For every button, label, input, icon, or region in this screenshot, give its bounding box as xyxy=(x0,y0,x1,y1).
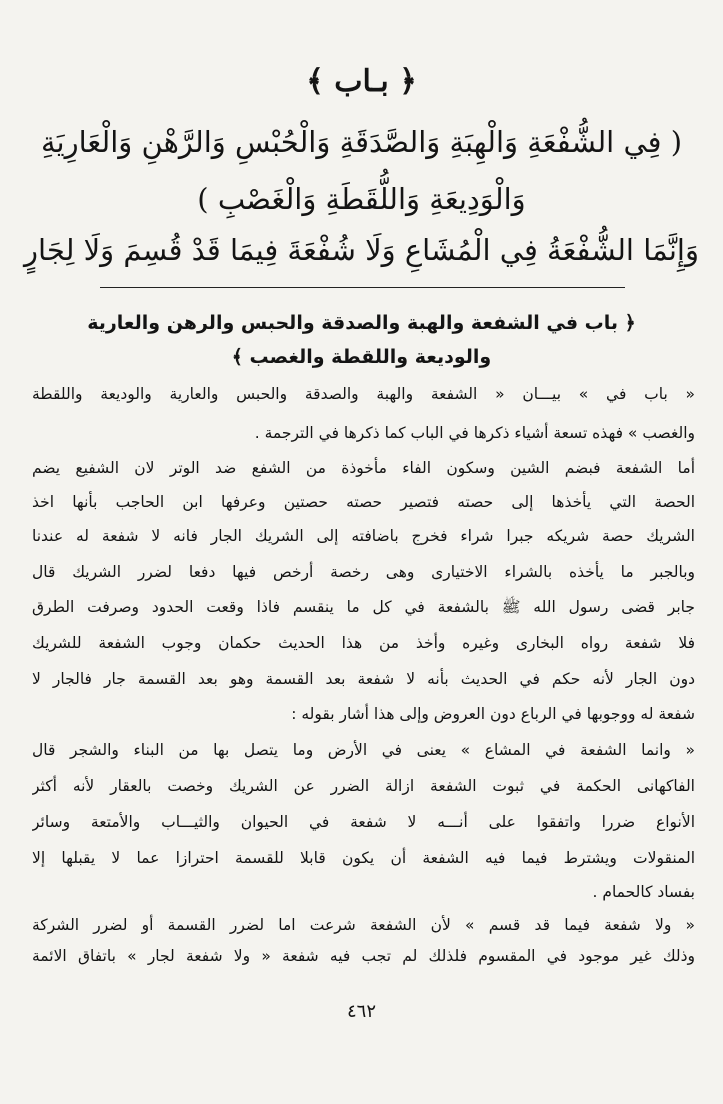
section-divider xyxy=(100,287,625,288)
commentary-line: « ولا شفعة فيما قد قسم » لأن الشفعة شرعت اما لضرر القسمة أو لضرر الشركة xyxy=(32,916,695,934)
commentary-heading-line-2: والوديعة واللقطة والغصب ﴾ xyxy=(231,346,492,368)
commentary-line: دون الجار لأنه حكم في الحديث بأنه لا شفعة بعد القسمة وهو بعد القسمة جار فالجار لا xyxy=(32,670,695,688)
commentary-line: بفساد كالحمام . xyxy=(592,883,695,901)
commentary-line: « باب في » بيـــان « الشفعة والهبة والصدقة والحبس والعارية والوديعة واللقطة xyxy=(32,385,695,403)
matn-line-1: ( فِي الشُّفْعَةِ وَالْهِبَةِ وَالصَّدَقَةِ وَالْحُبْسِ وَالرَّهْنِ وَالْعَارِيَةِ xyxy=(40,125,683,159)
commentary-line: المنقولات ويشترط فيما فيه الشفعة أن يكون قابلا للقسمة احترازا عما لا يقبلها إلا xyxy=(32,849,695,867)
commentary-heading-line-1: ﴿ باب في الشفعة والهبة والصدقة والحبس والرهن والعارية xyxy=(87,312,636,334)
page-number: ٤٦٢ xyxy=(346,1001,376,1022)
commentary-line: شفعة له ووجوبها في الرباع دون العروض وإلى هذا أشار بقوله : xyxy=(291,705,695,723)
chapter-heading: ﴿ بـاب ﴾ xyxy=(306,64,417,99)
commentary-line: جابر قضى رسول الله ﷺ بالشفعة في كل ما ينقسم فاذا وقعت الحدود وصرفت الطرق xyxy=(32,598,695,616)
commentary-line: فلا شفعة رواه البخارى وغيره وأخذ من هذا الحديث حكمان وجوب الشفعة للشريك xyxy=(32,634,695,652)
matn-line-3: وَإِنَّمَا الشُّفْعَةُ فِي الْمُشَاعِ وَلَا شُفْعَةَ فِيمَا قَدْ قُسِمَ وَلَا لِجَارٍ xyxy=(24,233,699,267)
commentary-line: أما الشفعة فبضم الشين وسكون الفاء مأخوذة من الشفع ضد الوتر لان الشفيع يضم xyxy=(32,459,695,477)
matn-line-2: وَالْوَدِيعَةِ وَاللُّقَطَةِ وَالْغَصْبِ ) xyxy=(197,182,526,216)
commentary-line: الشريك حصة شريكه جبرا شراء فخرج باضافته إلى الشريك الجار فانه لا شفعة له عندنا xyxy=(32,527,695,545)
commentary-line: الأنواع ضررا واتفقوا على أنـــه لا شفعة في الحيوان والثيـــاب والأمتعة وسائر xyxy=(32,813,695,831)
commentary-line: وذلك غير موجود في المقسوم فلذلك لم تجب فيه شفعة « ولا شفعة لجار » باتفاق الائمة xyxy=(32,947,695,965)
commentary-line: وبالجبر ما يأخذه بالشراء الاختيارى وهى رخصة أرخص فيها دفعا لضرر الشريك قال xyxy=(32,563,695,581)
commentary-line: الحصة التي يأخذها إلى حصته فتصير حصته حصتين وعرفها ابن الحاجب بأنها اخذ xyxy=(32,493,695,511)
commentary-line: والغصب » فهذه تسعة أشياء ذكرها في الباب كما ذكرها في الترجمة . xyxy=(254,424,695,442)
commentary-line: الفاكهانى الحكمة في ثبوت الشفعة ازالة الضرر عن الشريك وخصت بالعقار لأنه أكثر xyxy=(32,777,695,795)
commentary-line: « وانما الشفعة في المشاع » يعنى في الأرض وما يتصل بها من البناء والشجر قال xyxy=(32,741,695,759)
